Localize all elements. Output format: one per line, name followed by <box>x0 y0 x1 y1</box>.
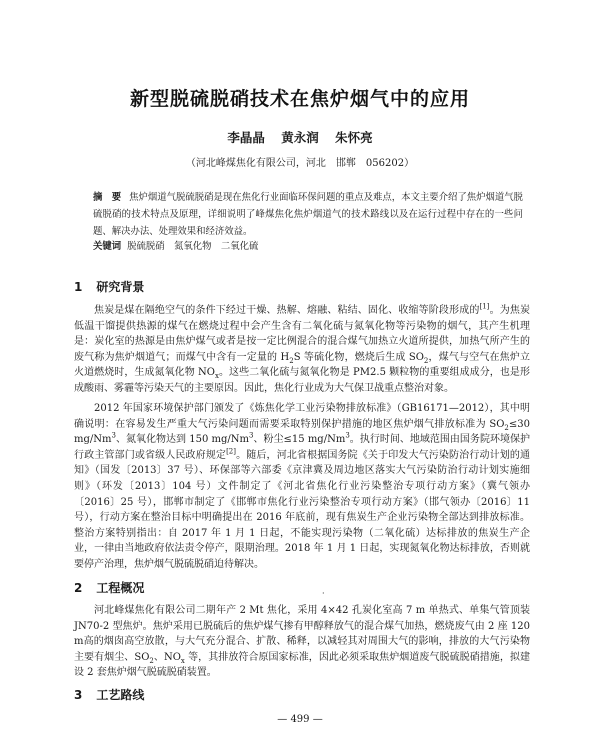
section-title: 研究背景 <box>96 280 145 294</box>
print-speck: · <box>322 589 325 598</box>
affiliation: （河北峰煤焦化有限公司，河北 邯郸 056202） <box>185 158 415 169</box>
section-title: 工艺路线 <box>96 688 145 702</box>
section-number: 1 <box>74 280 83 294</box>
abstract-label: 摘 要 <box>93 192 122 203</box>
page-number: — 499 — <box>277 714 323 725</box>
keywords-label: 关键词 <box>93 241 122 252</box>
keywords <box>93 240 523 254</box>
author-list: 李晶晶 黄永润 朱怀亮 <box>227 130 373 145</box>
section-heading-3 <box>74 686 144 703</box>
abstract <box>93 189 523 240</box>
body-paragraph-1-1: 焦炭是煤在隔绝空气的条件下经过干燥、热解、熔融、粘结、固化、收缩等阶段形成的[1]。为焦炭低温干馏提供热源的煤气在燃烧过程中会产生含有二氧化硫与氮氧化物等污染物的烟气，其产生机理是：炭化室的热源是由焦炉煤气或者是按一定比例混合的混合煤气加热立火道所提供，加热气所产生的废气称为焦炉烟道气；而煤气中含有一定量的 $H_2S$ 等硫化物，燃烧后生成 $SO_2$，煤气与空气在焦炉立火道燃烧时，生成氮氧化物 $NO_x$。这些二氧化硫与氮氧化物是 PM2.5 颗粒物的重要组成成分，也是形成酸雨、雾霾等污染天气的主要原因。因此，焦化行业成为大气保卫战重点整治对象。 <box>74 302 531 394</box>
abstract-text: 焦炉烟道气脱硫脱硝是现在焦化行业面临环保问题的重点及难点，本文主要介绍了焦炉烟道气脱硫脱硝的技术特点及原理，详细说明了峰煤焦化焦炉烟道气的技术路线以及在运行过程中存在的一些问题、解决办法、处理效果和经济效益。 <box>93 192 523 237</box>
body-paragraph-2-1: 河北峰煤焦化有限公司二期年产 2 Mt 焦化，采用 4×42 孔炭化室高 7 m 单热式、单集气管顶装 JN70-2 型焦炉。焦炉采用已脱硫后的焦炉煤气掺有甲醇释放气的混合煤气加热，燃烧废气由 2 座 120 m高的烟囱高空放散，与大气充分混合、扩散、稀释，以减轻其对周围大气的影响，排放的大气污染物主要有烟尘、$SO_2$、$NO_x$ 等，其排放符合原国家标准，因此必须采取焦炉烟道废气脱硫脱硝措施，拟建设 2 套焦炉烟气脱硫脱硝装置。 <box>74 605 530 679</box>
section-heading-2 <box>74 579 144 596</box>
section-heading-1 <box>74 278 144 295</box>
section-number: 3 <box>74 688 83 702</box>
body-paragraph-1-2: 2012 年国家环境保护部门颁发了《炼焦化学工业污染物排放标准》（GB16171—2012），其中明确说明：在容易发生严重大气污染问题而需要采取特别保护措施的地区焦炉烟气排放标准为 $SO_2\le 30$ mg/Nm$^3$、氮氧化物达到 150 mg/Nm$^3$、粉尘≤15 mg/Nm$^3$。执行时间、地域范围由国务院环境保护行政主管部门或省级人民政府规定[2]。随后，河北省根据国务院《关于印发大气污染防治行动计划的通知》（国发〔2013〕37 号）、环保部等六部委《京津冀及周边地区落实大气污染防治行动计划实施细则》（环发〔2013〕104 号）文件制定了《河北省焦化行业污染整治专项行动方案》（冀气领办〔2016〕25 号），邯郸市制定了《邯郸市焦化行业污染整治专项行动方案》（邯气领办〔2016〕11 号），行动方案在整治目标中明确提出在 2016 年底前，现有焦炭生产企业污染物全部达到排放标准。整治方案特别指出：自 2017 年 1 月 1 日起，不能实现污染物（二氧化硫）达标排放的焦炭生产企业，一律由当地政府依法责令停产，限期治理。2018 年 1 月 1 日起，实现氮氧化物达标排放，否则就要停产治理，焦炉烟气脱硫脱硝迫待解决。 <box>74 403 531 570</box>
paper-title: 新型脱硫脱硝技术在焦炉烟气中的应用 <box>129 88 470 110</box>
keywords-text: 脱硫脱硝 氮氧化物 二氧化硫 <box>127 241 259 252</box>
section-number: 2 <box>74 581 83 595</box>
section-title: 工程概况 <box>96 581 145 595</box>
